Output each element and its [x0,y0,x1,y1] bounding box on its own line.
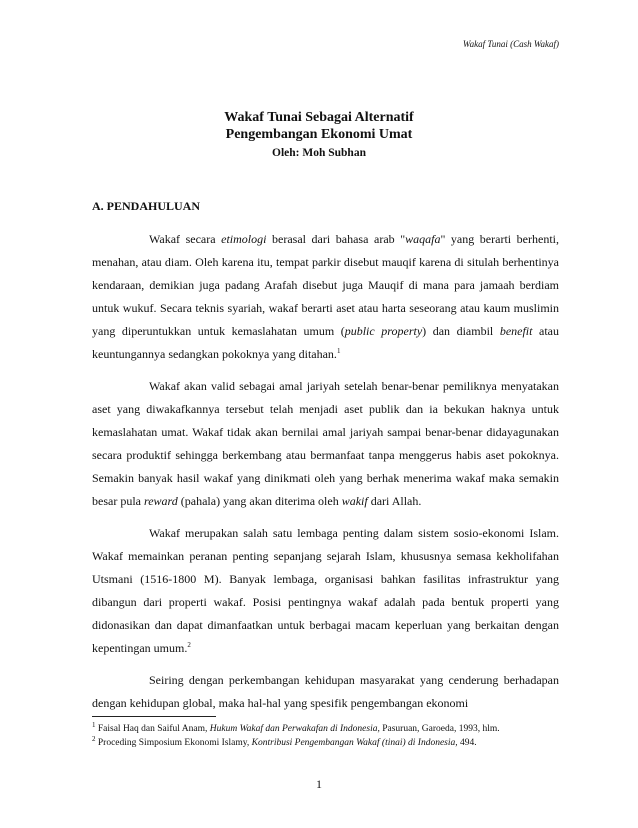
term-waqafa: waqafa [405,232,441,246]
footnote-1-book-title: Hukum Wakaf dan Perwakafan di Indonesia, [209,724,380,734]
footnote-1 [92,722,562,736]
footnote-2-text: 494. [457,738,477,748]
footnote-1-text: Faisal Haq dan Saiful Anam, [95,724,210,734]
paragraph-1-text: berasal dari bahasa arab " [266,232,406,246]
section-heading: A. PENDAHULUAN [92,199,200,213]
paragraph-1-text: " yang berarti berhenti, menahan, atau diam. Oleh karena itu, tempat parkir disebut mauqif karena di situlah berhentinya kendaraan, demikian juga padang Arafah disebut juga Mauqif di mana para jamaah berdiam untuk wukuf. Secara teknis syariah, wakaf berarti aset atau harta seseorang atau kaum muslimin yang diperuntukkan untuk kemaslahatan umum ( [92,232,559,338]
paragraph-1-text: atau keuntungannya sedangkan pokoknya yang ditahan. [92,324,560,361]
footnote-ref-1[interactable]: 1 [336,347,341,355]
body-text [92,228,559,715]
footnote-1-text: Pasuruan, Garoeda, 1993, hlm. [379,724,500,734]
term-public-property: public property [344,324,423,338]
paragraph-1 [92,228,559,366]
running-header: Wakaf Tunai (Cash Wakaf) [462,39,559,49]
footnote-2 [92,736,562,750]
paragraph-2-text: (pahala) yang akan diterima oleh [177,494,342,508]
paragraph-1-text: ) dan diambil [422,324,500,338]
term-reward: reward [143,494,178,508]
paragraph-1-text: Wakaf secara [149,232,222,246]
footnote-number: 2 [92,734,96,743]
title-line-2: Pengembangan Ekonomi Umat [225,127,413,142]
paragraph-4-text: Seiring dengan perkembangan kehidupan masyarakat yang cenderung berhadapan dengan kehidupan global, maka hal-hal yang spesifik pengembangan ekonomi [92,673,559,710]
footnote-divider [92,716,216,717]
footnote-number: 1 [92,720,96,729]
title-block [0,109,638,159]
paragraph-3-text: Wakaf merupakan salah satu lembaga penting dalam sistem sosio-ekonomi Islam. Wakaf memainkan peranan penting sepanjang sejarah Islam, khususnya semasa kekholifahan Utsmani (1516-1800 M). Banyak lembaga, organisasi bahkan fasilitas infrastruktur yang dibangun dari properti wakaf. Posisi pentingnya wakaf adalah pada bentuk properti yang didonasikan dan dapat dimanfaatkan untuk berbagai macam keperluan yang berkaitan dengan kepentingan umum. [92,526,559,655]
paragraph-2 [92,375,559,513]
author-line: Oleh: Moh Subhan [272,147,366,159]
title-line-1: Wakaf Tunai Sebagai Alternatif [224,110,414,125]
term-etimologi: etimologi [221,232,267,246]
paragraph-4 [92,669,559,715]
term-wakif: wakif [341,494,368,508]
footnote-2-book-title: Kontribusi Pengembangan Wakaf (tinai) di Indonesia, [251,738,458,748]
footnotes [92,722,562,750]
page-number: 1 [316,777,322,791]
paragraph-3 [92,522,559,660]
footnote-2-text: Proceding Simposium Ekonomi Islamy, [95,738,252,748]
term-benefit: benefit [499,324,533,338]
paragraph-2-text: dari Allah. [367,494,422,508]
paragraph-2-text: Wakaf akan valid sebagai amal jariyah setelah benar-benar pemiliknya menyatakan aset yang diwakafkannya tersebut telah menjadi aset publik dan ia bekukan haknya untuk kemaslahatan umat. Wakaf tidak akan bernilai amal jariyah sampai benar-benar didayagunakan secara produktif sehingga berkembang atau bermanfaat tanpa menggerus habis aset pokoknya. Semakin banyak hasil wakaf yang dinikmati oleh yang berhak menerima wakaf maka semakin besar pula [92,379,559,508]
footnote-ref-2[interactable]: 2 [187,641,191,649]
